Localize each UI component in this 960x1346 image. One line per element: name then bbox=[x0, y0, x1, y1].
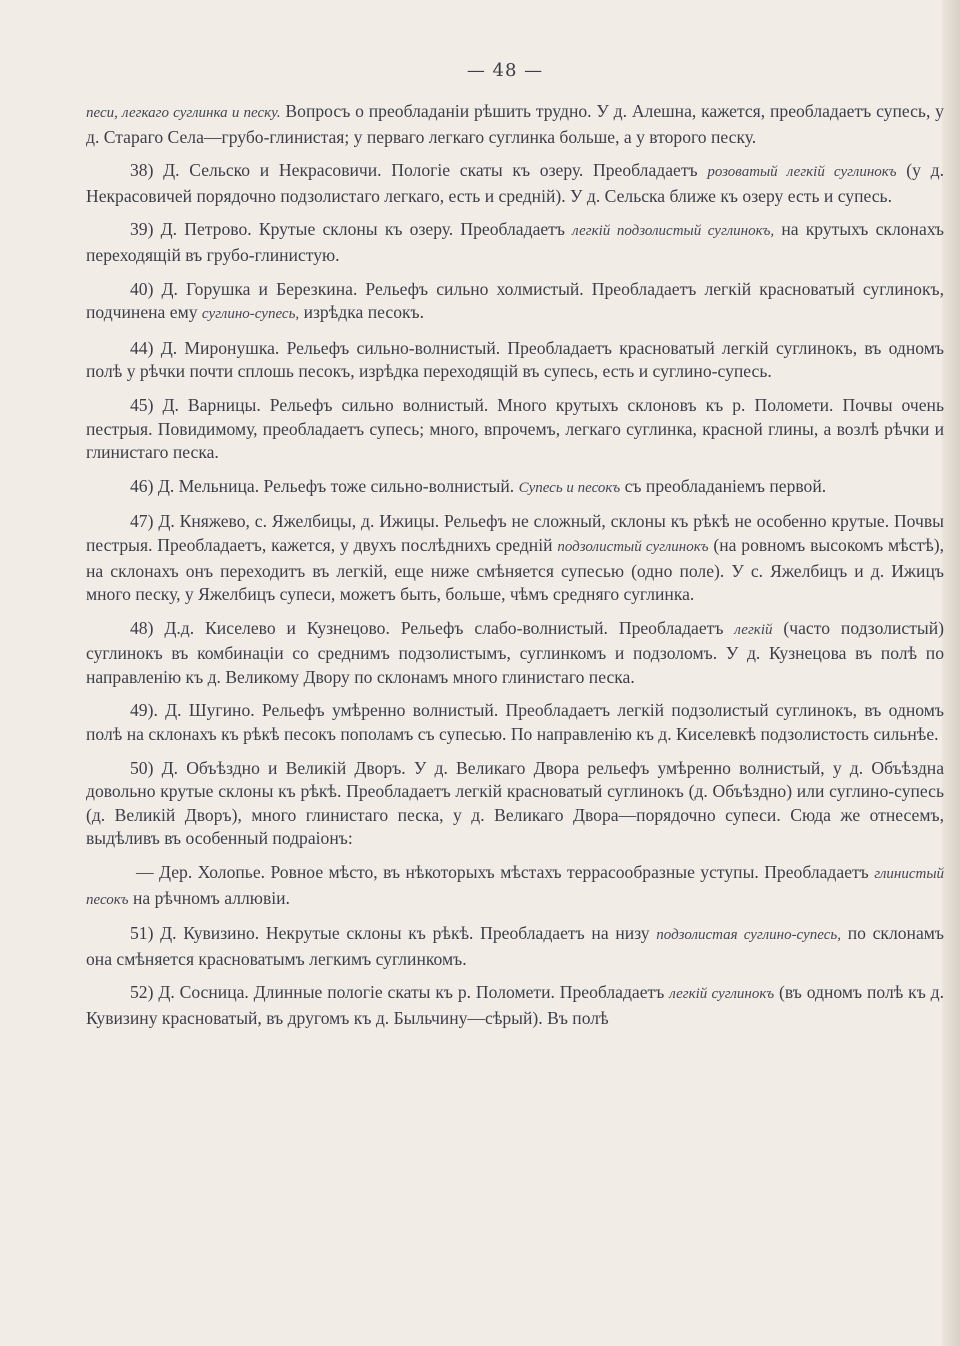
page-edge-shadow bbox=[942, 0, 960, 1346]
text-run: 45) Д. Варницы. Рельефъ сильно волнистый. Много крутыхъ склоновъ къ р. Поломети. Почвы очень пестрыя. Повидимому, преобладаетъ супесь; много, впрочемъ, легкаго суглинка, красной глины, а возлѣ рѣчки и глинистаго песка. bbox=[86, 394, 944, 463]
paragraph-p39 bbox=[86, 218, 944, 267]
italic-term: подзолистая суглино-супесь, bbox=[656, 927, 841, 944]
text-run: 48) Д.д. Киселево и Кузнецово. Рельефъ слабо-волнистый. Преобладаетъ bbox=[130, 617, 735, 638]
paragraph-p49 bbox=[86, 699, 944, 746]
text-run: (у д. Некрасовичей порядочно подзолистаго легкаго, есть и средній). У д. Сельска ближе къ озеру есть и супесь. bbox=[86, 160, 945, 206]
italic-term: розоватый легкій суглинокъ bbox=[707, 164, 897, 181]
italic-term: суглино-супесь, bbox=[201, 306, 300, 323]
text-run: (часто подзолистый) суглинокъ въ комбинаціи со среднимъ подзолистымъ, суглинкомъ и подзоломъ. У д. Кузнецова въ полѣ по направленію къ д. Великому Двору по склонамъ много глинистаго песка. bbox=[86, 617, 944, 687]
text-run: (на ровномъ высокомъ мѣстѣ), на склонахъ онъ переходитъ въ легкій, еще ниже смѣняется супесью (одно поле). У с. Яжелбицъ и д. Ижицъ много песку, у Яжелбицъ супеси, можетъ быть, больше, чѣмъ средняго суглинка. bbox=[86, 534, 945, 605]
page-number: — 48 — bbox=[466, 60, 544, 81]
italic-term: легкій подзолистый суглинокъ, bbox=[572, 223, 775, 240]
italic-term: легкій bbox=[734, 621, 773, 638]
paragraph-p48 bbox=[86, 617, 944, 690]
paragraph-p40 bbox=[86, 278, 944, 327]
text-run: 49). Д. Шугино. Рельефъ умѣренно волнистый. Преобладаетъ легкій подзолистый суглинокъ, въ одномъ полѣ на склонахъ къ рѣкѣ песокъ пополамъ съ супесью. По направленію къ д. Киселевкѣ подзолистость сильнѣе. bbox=[86, 700, 944, 745]
paragraph-p52 bbox=[86, 981, 944, 1030]
paragraph-cont bbox=[86, 100, 944, 149]
text-run: по склонамъ она смѣняется красноватымъ легкимъ суглинкомъ. bbox=[86, 923, 945, 969]
italic-term: легкій суглинокъ bbox=[669, 986, 775, 1003]
text-run: 50) Д. Объѣздно и Великій Дворъ. У д. Великаго Двора рельефъ умѣренно волнистый, у д. Объѣздна довольно крутые склоны къ рѣкѣ. Преобладаетъ легкій красноватый суглинокъ (д. Объѣздно) или суглино-супесь (д. Великій Дворъ), много глинистаго песка, у д. Великаго Двора—порядочно супеси. Сюда же отнесемъ, выдѣливъ въ особенный подраіонъ: bbox=[86, 757, 944, 849]
italic-term: песи, легкаго суглинка и песку. bbox=[86, 105, 281, 121]
italic-term: Супесь и песокъ bbox=[518, 479, 621, 496]
paragraph-p47 bbox=[86, 510, 944, 606]
text-run: Вопросъ о преобладаніи рѣшить трудно. У д. Алешна, кажется, преобладаетъ супесь, у д. Стараго Села—грубо-глинистая; у перваго легкаго суглинка больше, а у второго песку. bbox=[86, 101, 944, 147]
italic-term: глинистый песокъ bbox=[86, 866, 944, 908]
text-run: изрѣдка песокъ. bbox=[299, 302, 425, 323]
text-run: (въ одномъ полѣ къ д. Кувизину красноватый, въ другомъ къ д. Быльчину—сѣрый). Въ полѣ bbox=[86, 982, 945, 1028]
paragraph-p50a bbox=[86, 861, 944, 912]
paragraph-p46 bbox=[86, 475, 944, 501]
paragraph-p38 bbox=[86, 159, 944, 208]
text-run: на рѣчномъ аллювіи. bbox=[128, 887, 290, 908]
text-run: на крутыхъ склонахъ переходящій въ грубо-глинистую. bbox=[86, 219, 944, 265]
italic-term: подзолистый суглинокъ bbox=[557, 538, 709, 555]
text-run: 40) Д. Горушка и Березкина. Рельефъ сильно холмистый. Преобладаетъ легкій красноватый суглинокъ, подчинена ему bbox=[86, 278, 944, 323]
text-run: 51) Д. Кувизино. Некрутые склоны къ рѣкѣ. Преобладаетъ на низу bbox=[130, 923, 657, 944]
paragraph-p44 bbox=[86, 337, 944, 384]
text-run: 38) Д. Сельско и Некрасовичи. Пологіе скаты къ озеру. Преобладаетъ bbox=[130, 160, 708, 181]
text-run: 46) Д. Мельница. Рельефъ тоже сильно-волнистый. bbox=[130, 475, 519, 496]
text-run: съ преобладаніемъ первой. bbox=[620, 475, 827, 496]
text-run: 47) Д. Княжево, с. Яжелбицы, д. Ижицы. Рельефъ не сложный, склоны къ рѣкѣ не особенно крутые. Почвы пестрыя. Преобладаетъ, кажется, у двухъ послѣднихъ средній bbox=[86, 511, 944, 555]
paragraph-p50 bbox=[86, 757, 944, 851]
text-run: 44) Д. Миронушка. Рельефъ сильно-волнистый. Преобладаетъ красноватый легкій суглинокъ, въ одномъ полѣ у рѣчки почти сплошь песокъ, изрѣдка переходящій въ супесь, есть и суглино-супесь. bbox=[86, 337, 944, 382]
text-run: 39) Д. Петрово. Крутые склоны къ озеру. Преобладаетъ bbox=[130, 219, 573, 240]
paragraph-p51 bbox=[86, 922, 944, 971]
text-run: — Дер. Холопье. Ровное мѣсто, въ нѣкоторыхъ мѣстахъ террасообразные уступы. Преобладаетъ bbox=[136, 862, 875, 883]
text-run: 52) Д. Сосница. Длинные пологіе скаты къ р. Поломети. Преобладаетъ bbox=[130, 982, 670, 1003]
body-text bbox=[86, 100, 944, 1041]
paragraph-p45 bbox=[86, 394, 944, 465]
